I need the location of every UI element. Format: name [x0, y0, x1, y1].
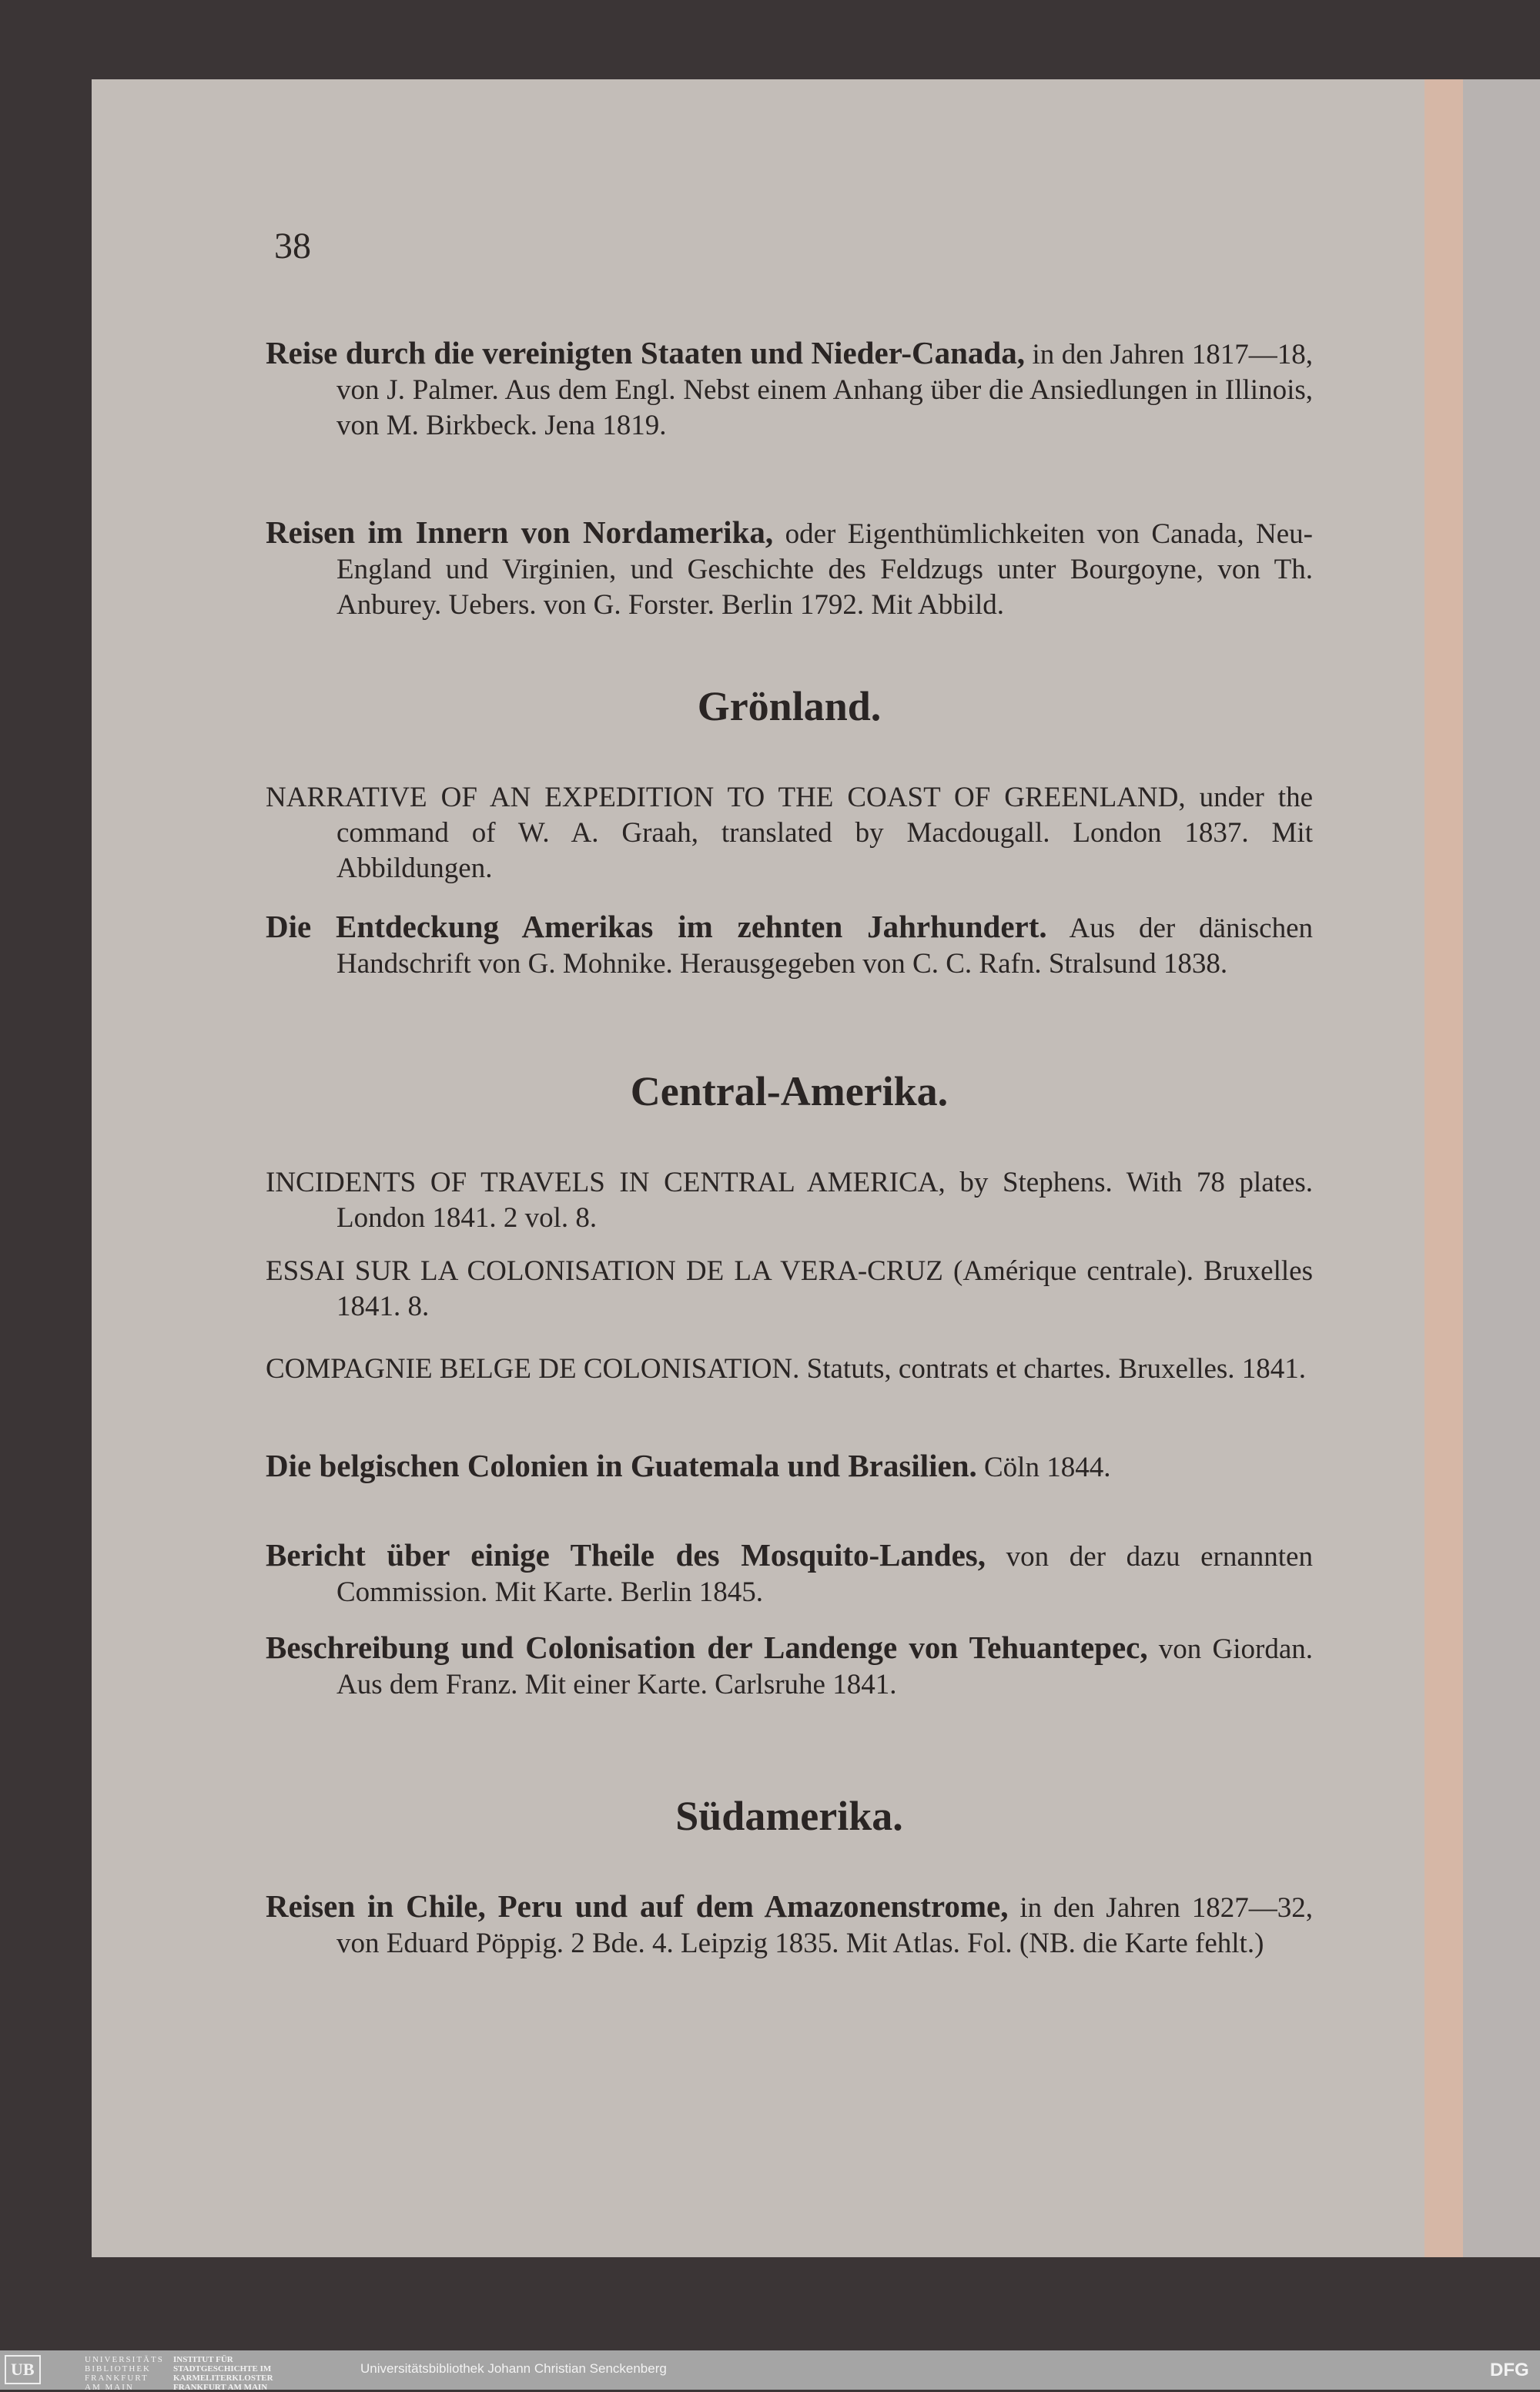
entry-text: COMPAGNIE BELGE DE COLONISATION. Statuts, contrats et chartes. Bruxelles. 1841.: [266, 1353, 1307, 1385]
bibliography-entry: [266, 1349, 1313, 1387]
library-name: Universitätsbibliothek Johann Christian Senckenberg: [360, 2361, 667, 2376]
entry-title: Reisen in Chile, Peru und auf dem Amazonenstrome,: [266, 1888, 1009, 1924]
entry-text: in den Jahren 1817—18, von J. Palmer. Aus dem Engl. Nebst einem Anhang über die Ansiedlungen in Illinois, von M. Birkbeck. Jena 1819.: [336, 339, 1313, 441]
entry-text: von der dazu ernannten Commission. Mit Karte. Berlin 1845.: [336, 1541, 1313, 1608]
entry-title: Beschreibung und Colonisation der Landenge von Tehuantepec,: [266, 1630, 1148, 1665]
entry-text: Aus der dänischen Handschrift von G. Mohnike. Herausgegeben von C. C. Rafn. Stralsund 1838.: [336, 913, 1313, 980]
bibliography-entry: [266, 1163, 1313, 1236]
entry-text: NARRATIVE OF AN EXPEDITION TO THE COAST OF GREENLAND, under the command of W. A. Graah, translated by Macdougall. London 1837. Mit Abbildungen.: [266, 782, 1313, 884]
entry-text: INCIDENTS OF TRAVELS IN CENTRAL AMERICA, by Stephens. With 78 plates. London 1841. 2 vol. 8.: [266, 1167, 1313, 1234]
bibliography-entry: [266, 514, 1313, 623]
footer-bar: [0, 2350, 1540, 2390]
bibliography-entry: [266, 1448, 1313, 1486]
section-heading-groenland: Grönland.: [697, 683, 882, 729]
next-page-edge: [1463, 79, 1540, 2257]
page-number: 38: [274, 226, 311, 266]
entry-text: in den Jahren 1827—32, von Eduard Pöppig. 2 Bde. 4. Leipzig 1835. Mit Atlas. Fol. (NB. die Karte fehlt.): [336, 1892, 1313, 1959]
bibliography-entry: [266, 1888, 1313, 1962]
section-heading-central-amerika: Central-Amerika.: [630, 1068, 949, 1114]
entry-title: Bericht über einige Theile des Mosquito-Landes,: [266, 1537, 986, 1573]
entry-text: ESSAI SUR LA COLONISATION DE LA VERA-CRUZ (Amérique centrale). Bruxelles 1841. 8.: [266, 1255, 1313, 1322]
bibliography-entry: [266, 778, 1313, 886]
entry-text: Cöln 1844.: [976, 1452, 1111, 1483]
section-heading-suedamerika: Südamerika.: [675, 1793, 903, 1839]
ub-logo[interactable]: UB: [5, 2355, 41, 2384]
bibliography-entry: [266, 1537, 1313, 1610]
entry-text: oder Eigenthümlichkeiten von Canada, Neu-England und Virginien, und Geschichte des Feldzugs unter Bourgoyne, von Th. Anburey. Uebers. von G. Forster. Berlin 1792. Mit Abbild.: [336, 518, 1314, 621]
entry-title: Die belgischen Colonien in Guatemala und Brasilien.: [266, 1448, 977, 1483]
page-edge: [1424, 79, 1463, 2257]
bibliography-entry: [266, 335, 1313, 444]
entry-title: Die Entdeckung Amerikas im zehnten Jahrhundert.: [266, 909, 1047, 944]
entry-title: Reise durch die vereinigten Staaten und Nieder-Canada,: [266, 335, 1025, 370]
bibliography-entry: [266, 1251, 1313, 1325]
entry-title: Reisen im Innern von Nordamerika,: [266, 514, 774, 550]
bibliography-entry: [266, 1630, 1313, 1703]
dfg-logo[interactable]: DFG: [1490, 2360, 1529, 2380]
bibliography-entry: [266, 909, 1313, 982]
entry-text: von Giordan. Aus dem Franz. Mit einer Karte. Carlsruhe 1841.: [336, 1633, 1313, 1700]
ub-logo-text: UNIVERSITÄTS BIBLIOTHEK FRANKFURT AM MAIN: [85, 2355, 164, 2392]
institut-logo[interactable]: INSTITUT FÜR STADTGESCHICHTE IM KARMELITERKLOSTER FRANKFURT AM MAIN: [173, 2355, 273, 2392]
